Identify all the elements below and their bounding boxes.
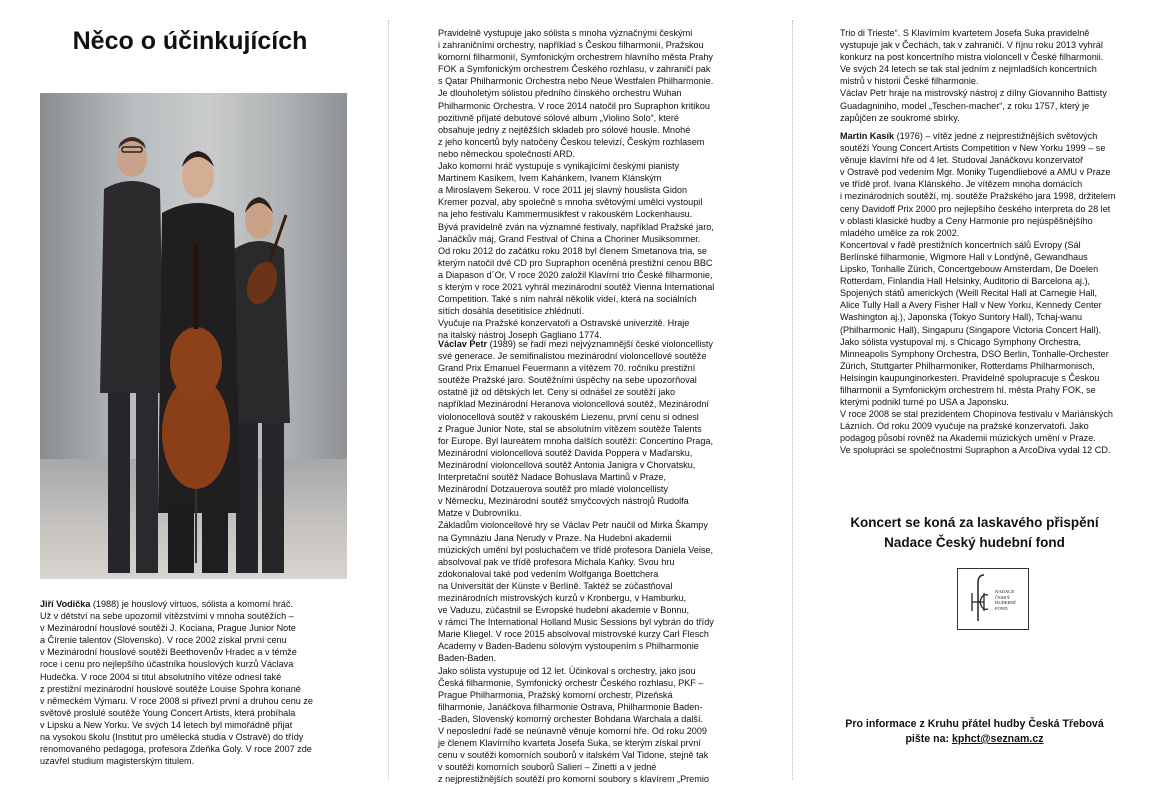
sponsor-name: Nadace Český hudební fond	[884, 535, 1065, 550]
bio-martin-kasik	[840, 130, 1160, 457]
performers-illustration	[40, 93, 347, 579]
bio-continuation: Trio di Trieste“. S Klavírním kvartetem Josefa Suka pravidelně vystupuje jak v Čechách, tak v zahraničí. V říjnu roku 2013 vyhrál konkurz na post koncertního mistra violoncell v České filharmonii. Ve svých 24 letech se tak stal jedním z nejmladších koncertních mistrů v historii České filharmonie. Václav Petr hraje na mistrovský nástroj z dílny Giovanniho Battisty Guadagniniho, model „Teschen-macher“, z roku 1757, který je zapůjčen ze soukromé sbírky.	[840, 28, 1107, 123]
contact-info	[792, 717, 1157, 747]
page-title: Něco o účinkujících	[72, 27, 308, 55]
contact-prefix: pište na:	[905, 733, 952, 745]
performers-photo	[40, 93, 347, 579]
contact-email-line	[792, 732, 1157, 747]
column-divider	[388, 20, 389, 780]
contact-line: Pro informace z Kruhu přátel hudby Česká Třebová	[845, 718, 1104, 730]
bio-text: (1988) je houslový virtuos, sólista a komorní hráč. Už v dětství na sebe upozornil vítězstvími v mnoha soutěžích – v Mezinárodní houslové soutěži J. Kociana, Prague Junior Note a Čírenie talentov (Slovensko). V roce 2002 získal první cenu v Mezinárodní houslové soutěži Beethovenův Hradec a v témže roce i cenu pro nejlepšího účastníka houslových kurzů Václava Hudečka. V roce 2004 si titul absolutního vítěze odnesl také z prestižní mezinárodní houslové soutěže Louise Spohra konané v německém Výmaru. V roce 2008 si přivezl první a druhou cenu ze světově proslulé soutěže Young Concert Artists, která probíhala v Lipsku a New Yorku. Ve svých 14 letech byl mimořádně přijat na vysokou školu (Institut pro umělecká studia v Ostravě) do třídy renomovaného pedagoga, profesora Zdeňka Goly. V roce 2007 zde uzavřel studium magisterským titulem.	[40, 599, 313, 767]
bio-vaclav-petr	[438, 338, 788, 785]
email-link[interactable]: kphct@seznam.cz	[951, 733, 1044, 745]
bio-text: (1976) – vítěz jedné z nejprestižnějších světových soutěží Young Concert Artists Competition v New Yorku 1999 – se věnuje klavírní hře od 4 let. Studoval Janáčkovu konzervatoř v Ostravě pod vedením Mgr. Moniky Tugendliebové a AMU v Praze ve třídě prof. Ivana Klánského. Je vítězem mnoha domácích i mezinárodních soutěží, mj. soutěže Pražského jara 1998, držitelem ceny Davidoff Prix 2000 pro nejlepšího českého interpreta do 28 let v oblasti klasické hudby a Ceny Harmonie pro nejúspěšnějšího mladého umělce za rok 2002. Koncertoval v řadě prestižních koncertních sálů Evropy (Sál Berlínské filharmonie, Wigmore Hall v Londýně, Gewandhaus Lipsko, Tonhalle Zürich, Concertgebouw Amsterdam, De Doelen Rotterdam, Finlandia Hall Helsinky, Auditorio di Barcelona aj.), Spojených států amerických (Weill Recital Hall at Carnegie Hall, Alice Tully Hall a Avery Fisher Hall v New Yorku, Kennedy Center Washington aj.), Japonska (Tokyo Suntory Hall), Tchaj-wanu (Philharmonic Hall), Singapuru (Singapore Victoria Concert Hall). Jako sólista vystupoval mj. s Chicago Symphony Orchestra, Minneapolis Symphony Orchestra, DSO Berlin, Tonhalle-Orchester Zürich, Stuttgarter Philharmoniker, Rotterdams Philharmonisch, Helsingin kaupunginorkesteri. Pravidelně spolupracuje s Českou filharmonií a Symfonickým orchestrem hl. města Prahy FOK, se kterými podnikl turné po USA a Japonsku. V roce 2008 se stal prezidentem Chopinova festivalu v Mariánských Lázních. Od roku 2009 vyučuje na pražské konzervatoři. Jako podagog působí rovněž na Akademii múzických umění v Praze. Ve spolupráci se společnostmi Supraphon a ArcoDiva vydal 12 CD.	[840, 131, 1116, 456]
nadace-logo	[957, 568, 1029, 630]
logo-text: NADACE ČESKÝ HUDEBNÍ FOND	[995, 589, 1016, 611]
sponsor-notice	[792, 513, 1157, 553]
bio-name: Martin Kasík	[840, 131, 895, 141]
bio-jiri-vodicka	[40, 598, 385, 767]
bio-name: Václav Petr	[438, 339, 488, 349]
bio-continuation: Pravidelně vystupuje jako sólista s mnoha význačnými českými i zahraničními orchestry, například s Českou filharmonií, Pražskou komorní filharmonií, Symfonickým orchestrem hlavního města Prahy FOK a Symfonickým orchestrem Českého rozhlasu, v zahraničí pak s Qatar Philharmonic Orchestra nebo Neue Westfalen Philharmonie. Je dlouholetým sólistou předního čínského orchestru Wuhan Philharmonic Orchestra. V roce 2014 natočil pro Supraphon kritikou pozitivně přijaté debutové sólové album „Violino Solo“, které obsahuje jedny z nejtěžších skladeb pro sólové housle. Mnohé z jeho koncertů byly natočeny Českou televizí, Českým rozhlasem nebo německou společností ARD. Jako komorní hráč vystupuje s vynikajícími českými pianisty Martinem Kasíkem, Ivem Kahánkem, Ivanem Klánským a Miroslavem Sekerou. V roce 2011 jej slavný houslista Gidon Kremer pozval, aby společně s mnoha světovými umělci vystoupil na jeho festivalu Kammermusikfest v rakouském Lockenhausu. Bývá pravidelně zván na významné festivaly, například Pražské jaro, Janáčkův máj, Grand Festival of China a Choriner Musiksommer. Od roku 2012 do začátku roku 2018 byl členem Smetanova tria, se kterým natočil dvě CD pro Supraphon oceněná prestižní cenou BBC a Diapason d´Or. V roce 2020 založil Klavírní trio České filharmonie, s kterým v roce 2021 vyhrál mezinárodní soutěž Vienna International Competition. Také s ním nahrál několik videí, která na sociálních sítích dosáhla desetitisíce zhlédnutí. Vyučuje na Pražské konzervatoři a Ostravské univerzitě. Hraje na italský nástroj Joseph Gagliano 1774.	[438, 28, 715, 341]
column-divider	[792, 20, 793, 780]
bio-text: (1989) se řadí mezi nejvýznamnější české violoncellisty své generace. Je semifinalistou mezinárodní violoncellové soutěže Grand Prix Emanuel Feuermann a vítězem 70. ročníku prestižní soutěže Pražské jaro. Soutěžními úspěchy na sebe upozorňoval ostatně již od dětských let. Ceny si odnášel ze soutěží jako například Mezinárodní Heranova violoncellová soutěž, Mezinárodní violonocellová soutěž v rakouském Liezenu, první cenu si odnesl z Prague Junior Note, stal se absolutním vítězem soutěže Talents for Europe. Byl laureátem mnoha dalších soutěží: Concertino Praga, Mezinárodní violoncellová soutěž Davida Poppera v Maďarsku, Mezinárodní violoncellová soutěž Antonia Janigra v Chorvatsku, Interpretační soutěž Nadace Bohuslava Martinů v Praze, Mezinárodní Dotzauerova soutěž pro mladé violoncellisty v Německu, Mezinárodní soutěž smyčcových nástrojů Rudolfa Matze v Dubrovníku. Základům violoncellové hry se Václav Petr naučil od Mirka Škampy na Gymnáziu Jana Nerudy v Praze. Na Hudební akademii múzických umění byl posluchačem ve třídě profesora Daniela Veise, absolvoval pak ve třídě profesora Michala Kaňky. Svou hru zdokonaloval také pod vedením Wolfganga Boettchera na Universität der Künste v Berlíně. Taktéž se zúčastňoval mezinárodních mistrovských kurzů v Kronbergu, v Hamburku, ve Vaduzu, zúčastnil se Evropské hudební akademie v Bonnu, v rámci The International Holland Music Sessions byl vybrán do třídy Marie Kliegel. V roce 2015 absolvoval mistrovské kurzy Carl Flesch Academy v Baden-Badenu sólovým vystoupením s Philharmonie Baden-Baden. Jako sólista vystupuje od 12 let. Účinkoval s orchestry, jako jsou Česká filharmonie, Symfonický orchestr Českého rozhlasu, PKF – Prague Philharmonia, Pražský komorní orchestr, Plzeňská filharmonie, Janáčkova filharmonie Ostrava, Philharmonie Baden- -Baden, Slovenský komorný orchester Bohdana Warchala a další. V neposlední řadě se neúnavně věnuje komorní hře. Od roku 2009 je členem Klavírního kvarteta Josefa Suka, se kterým získal první cenu v soutěži komorních souborů v italském Val Tidone, stejně tak v soutěži komorních souborů Salieri – Zinetti a v jedné z nejprestižnějších soutěží pro komorní soubory s klavírem „Premio	[438, 339, 714, 785]
sponsor-line: Koncert se koná za laskavého přispění	[850, 515, 1099, 530]
bio-name: Jiří Vodička	[40, 599, 91, 609]
